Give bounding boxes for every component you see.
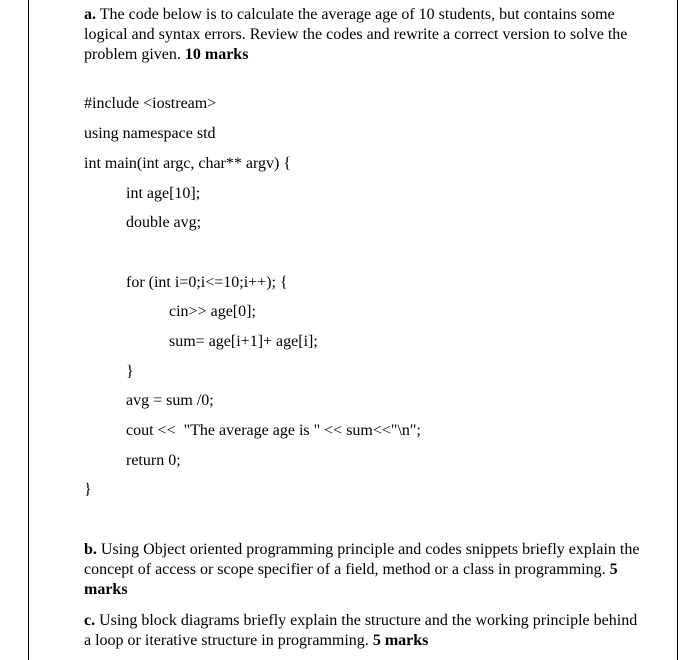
question-c-text: Using block diagrams briefly explain the structure and the working principle behind a loop or iterative structure in programming. xyxy=(84,612,638,649)
page-border-right xyxy=(677,0,678,660)
code-line: cout << "The average age is " << sum<<"\n"; xyxy=(126,422,421,439)
code-line: #include <iostream> xyxy=(84,95,217,112)
code-line: } xyxy=(84,481,92,498)
question-c xyxy=(84,611,644,651)
code-line: return 0; xyxy=(126,452,181,469)
question-a-marks: 10 marks xyxy=(184,46,249,63)
code-line: using namespace std xyxy=(84,125,216,142)
code-line: int main(int argc, char** argv) { xyxy=(84,155,292,172)
question-b xyxy=(84,540,644,600)
code-line: for (int i=0;i<=10;i++); { xyxy=(126,274,288,291)
question-b-marks: 5 marks xyxy=(84,561,618,598)
code-line: cin>> age[0]; xyxy=(169,303,256,320)
question-b-label: b. xyxy=(84,541,97,558)
question-a-label: a. xyxy=(84,6,96,23)
code-line: int age[10]; xyxy=(126,185,201,202)
question-c-label: c. xyxy=(84,612,96,629)
question-a xyxy=(84,5,644,65)
question-c-marks: 5 marks xyxy=(372,632,429,649)
page-border-left xyxy=(28,0,29,660)
question-b-text: Using Object oriented programming principle and codes snippets briefly explain the concept of access or scope specifier of a field, method or a class in programming. xyxy=(84,541,640,578)
code-line: avg = sum /0; xyxy=(126,392,214,409)
question-a-text: The code below is to calculate the average age of 10 students, but contains some logical and syntax errors. Review the codes and rewrite a correct version to solve the problem given. xyxy=(84,6,628,63)
code-line: } xyxy=(126,363,134,380)
code-line: double avg; xyxy=(126,214,202,231)
code-line: sum= age[i+1]+ age[i]; xyxy=(169,333,318,350)
